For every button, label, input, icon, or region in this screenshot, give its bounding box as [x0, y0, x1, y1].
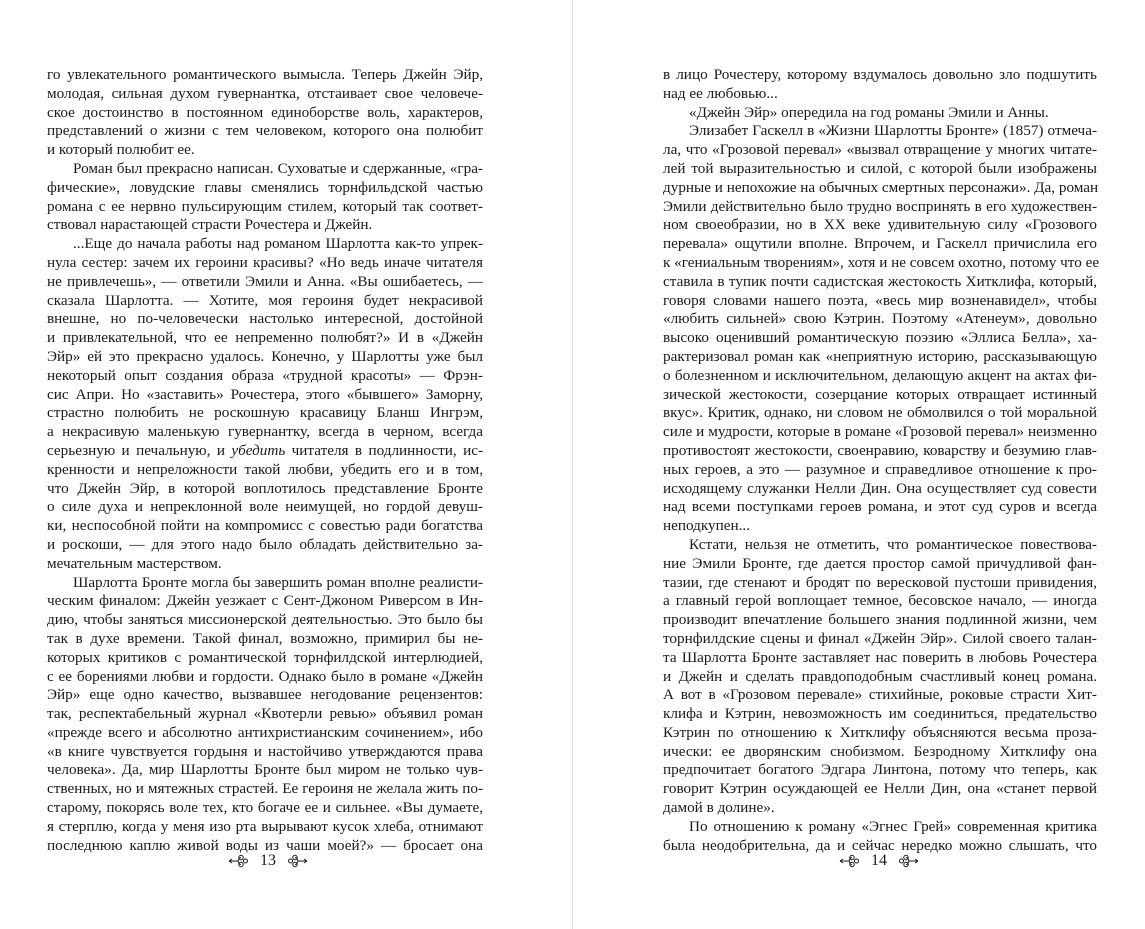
text-line: фические», ловудские главы сменялись торнфильдской частью [47, 178, 483, 196]
text-line: дамой в долине». [663, 799, 775, 817]
text-line: рактеризовал роман как «неприятную историю, рассказывающую [663, 347, 1097, 365]
text-line: говоря словами нашего поэта, «весь мир возненавидел», чтобы [663, 291, 1097, 309]
text-line: А вот в «Грозовом перевале» стихийные, роковые страсти Хит- [663, 686, 1097, 704]
text-line: так в духе времени. Такой финал, возможно, примирил бы не- [47, 629, 483, 647]
text-line: мечательным мастерством. [47, 554, 222, 572]
text-line: над всеми поступками героев романа, и этот суд суров и всегда [663, 498, 1097, 516]
text-line: некоторый опыт создания образа «трудной красоты» — Фрэн- [47, 366, 483, 384]
text-line: была неодобрительна, да и сейчас нередко можно слышать, что [663, 836, 1097, 854]
text-line: Кэтрин по отношению к Хитклифу объясняются весьма проза- [663, 723, 1097, 741]
text-line: сис Апри. Но «заставить» Рочестера, этого «бывшего» Заморну, [47, 385, 483, 403]
text-line: дию, чтобы заняться миссионерской деятельностью. Это было бы [47, 611, 483, 629]
text-line: ставила в тупик почти садистская жестокость Хитклифа, который, [663, 272, 1097, 290]
text-line: ных героев, а это — разумное и справедливое отношение к про- [663, 460, 1097, 478]
text-line: ки, неспособной пойти на компромисс с совестью ради богатства [47, 517, 483, 535]
text-line: представлений о жизни с тем человеком, которого она полюбит [47, 122, 483, 140]
text-line: Эйр» еще одно качество, вызвавшее негодование рецензентов: [47, 686, 483, 704]
text-line: я стерплю, когда у меня изо рта вырывают кусок хлеба, отнимают [47, 817, 483, 835]
text-line: ...Еще до начала работы над романом Шарлотта как-то упрек- [73, 235, 483, 253]
text-line: ческим финалом: Джейн уезжает с Сент-Джоном Риверсом в Ин- [47, 592, 483, 610]
text-line: с ее борениями любви и гордости. Однако было в романе «Джейн [47, 667, 483, 685]
text-line: предпочитает богатого Эдгара Линтона, потому что теперь, как [663, 761, 1097, 779]
left-page-footer [228, 852, 308, 870]
text-line: «прежде всего и абсолютно антихристианским сочинением», ибо [47, 723, 483, 741]
text-line: ское достоинство в постоянном единоборстве воль, характеров, [47, 103, 483, 121]
text-line: противостоят жестокости, своенравию, коварству и безумию глав- [663, 441, 1097, 459]
text-line: и роскоши, — для этого надо было обладать действительно за- [47, 535, 483, 553]
text-line: и который полюбит ее. [47, 141, 195, 159]
fleuron-right-icon [286, 853, 308, 869]
text-line: ние Эмили Бронте, где дается простор самой причудливой фан- [663, 554, 1097, 572]
page-number: 13 [260, 852, 276, 869]
text-line: нула сестер: зачем их героини красивы? «Но ведь иначе читателя [47, 253, 483, 271]
text-line: которых критиков с романтической торнфилдской интерлюдией, [47, 648, 483, 666]
text-line [47, 442, 483, 461]
text-line: го увлекательного романтического вымысла. Теперь Джейн Эйр, [47, 66, 483, 83]
text-line: Эмили действительно было трудно воспринять в его художествен- [663, 197, 1097, 215]
text-line: Шарлотта Бронте могла бы завершить роман вполне реалисти- [73, 573, 483, 591]
text-line: торнфилдские сцены и финал «Джейн Эйр». Силой своего талан- [663, 629, 1097, 647]
text-line: а главный герой воплощает темное, бесовское начало, — иногда [663, 592, 1097, 610]
text-line: лей той выразительностью и силой, с которой были изображены [663, 159, 1097, 177]
text-line: кренности и непреложности такой любви, убедить его и в том, [47, 460, 483, 478]
text-line: говорит Кэтрин осуждающей ее Нелли Дин, она «станет первой [663, 780, 1097, 798]
text-line: высоко оценивший романтическую поэзию «Эллиса Белла», ха- [663, 329, 1097, 347]
right-page [573, 0, 1145, 929]
page-number: 14 [871, 852, 887, 869]
text-line: неподкупен... [663, 517, 751, 535]
text-line: и Джейн и сделать правдоподобным счастливый конец романа. [663, 667, 1097, 685]
text-line: ном своеобразии, но в XX веке удивительную силу «Грозового [663, 216, 1097, 234]
text-line: человека». Да, мир Шарлотты Бронте был миром не только чув- [47, 761, 483, 779]
text-line: внешне, но по-человечески настолько интересной, достойной [47, 310, 483, 328]
text-line: силе и мудрости, которые в романе «Грозовой перевал» неизменно [663, 423, 1097, 441]
text-line: о болезненном и исключительном, делающую акцент на актах фи- [663, 366, 1097, 384]
text-line: о силе духа и непреклонной воле неимущей, но гордой девуш- [47, 498, 483, 516]
left-page-text [47, 66, 483, 855]
text-line: дурные и непохожие на обычных смертных персонажи». Да, роман [663, 178, 1099, 196]
text-line: исходящему служанки Нелли Дин. Она осуществляет суд совести [663, 479, 1097, 497]
text-line: Элизабет Гаскелл в «Жизни Шарлотты Бронте» (1857) отмеча- [689, 122, 1097, 140]
text-line: в лицо Рочестеру, которому вздумалось довольно зло подшутить [663, 66, 1097, 83]
text-line: тазии, где стенают и бродят по вересковой пустоши привидения, [663, 573, 1097, 591]
text-line: старому, покорясь воле тех, кто богаче ее и сильнее. «Вы думаете, [47, 799, 483, 817]
text-line: зической жестокости, созерцание которых отвращает истинный [663, 385, 1097, 403]
fleuron-left-icon [839, 853, 861, 869]
emphasized-word: убедить [231, 441, 286, 459]
text-line: сказала Шарлотта. — Хотите, моя героиня будет некрасивой [47, 291, 483, 309]
text-line: над ее любовью... [663, 84, 778, 102]
fleuron-left-icon [228, 853, 250, 869]
text-line: «любить сильней» свою Кэтрин. Поэтому «Атенеум», довольно [663, 310, 1097, 328]
fleuron-right-icon [897, 853, 919, 869]
text-line: ственных, но и мятежных страстей. Ее героиня не желала жить по- [47, 780, 483, 798]
text-line: страстно полюбить не роскошную красавицу Бланш Ингрэм, [47, 404, 483, 422]
text-line: перевала» ощутили вполне. Впрочем, и Гаскелл причислила его [663, 235, 1097, 253]
text-run: серьезную и печальную, и [47, 441, 232, 459]
right-page-text [663, 66, 1100, 855]
text-line: романа с ее нервно пульсирующим стилем, который так соответ- [47, 197, 483, 215]
text-line: клифа и Кэтрин, невозможность им соединиться, предательство [663, 705, 1097, 723]
text-line: ически: ее дворянским снобизмом. Безродному Хитклифу она [663, 742, 1097, 760]
text-line: не привлечешь», — ответили Эмили и Анна. «Вы ошибаетесь, — [47, 272, 483, 290]
text-line: ствовал нарастающей страсти Рочестера и Джейн. [47, 216, 373, 234]
text-line: так, респектабельный журнал «Квотерли ревью» объявил роман [47, 705, 483, 723]
text-line: что Джейн Эйр, в которой воплотилось представление Бронте [47, 479, 483, 497]
text-line: последнюю каплю живой воды из чаши моей?» — бросает она [47, 836, 483, 854]
right-page-footer [839, 852, 919, 870]
text-line: «в книге чувствуется гордыня и настойчиво утверждаются права [47, 742, 483, 760]
text-line: к «гениальным творениям», хотя и не совсем охотно, потому что ее [663, 253, 1100, 271]
text-line: и привлекательной, что ее непременно полюбят?» И в «Джейн [47, 329, 483, 347]
text-line: а некрасивую маленькую гувернантку, всегда в черном, всегда [47, 423, 483, 441]
text-line: Эйр» ей это прекрасно удалось. Конечно, у Шарлотты уже был [47, 347, 483, 365]
text-line: вкус». Критик, однако, ни словом не обмолвился о той моральной [663, 404, 1097, 422]
text-line: ла, что «Грозовой перевал» «вызвал отвращение у многих читате- [663, 141, 1097, 159]
left-page [0, 0, 572, 929]
text-line: производит впечатление большего знания подлинной жизни, чем [663, 611, 1097, 629]
text-line: Кстати, нельзя не отметить, что романтическое повествова- [689, 535, 1097, 553]
text-run: читателя в подлинности, ис- [285, 441, 483, 459]
text-line: та Шарлотта Бронте заставляет нас поверить в любовь Рочестера [663, 648, 1097, 666]
text-line: «Джейн Эйр» опередила на год романы Эмили и Анны. [689, 103, 1049, 121]
text-line: По отношению к роману «Эгнес Грей» современная критика [689, 817, 1097, 835]
text-line: молодая, сильная духом гувернантка, отстаивает свое человече- [47, 84, 483, 102]
text-line: Роман был прекрасно написан. Суховатые и сдержанные, «гра- [73, 159, 483, 177]
